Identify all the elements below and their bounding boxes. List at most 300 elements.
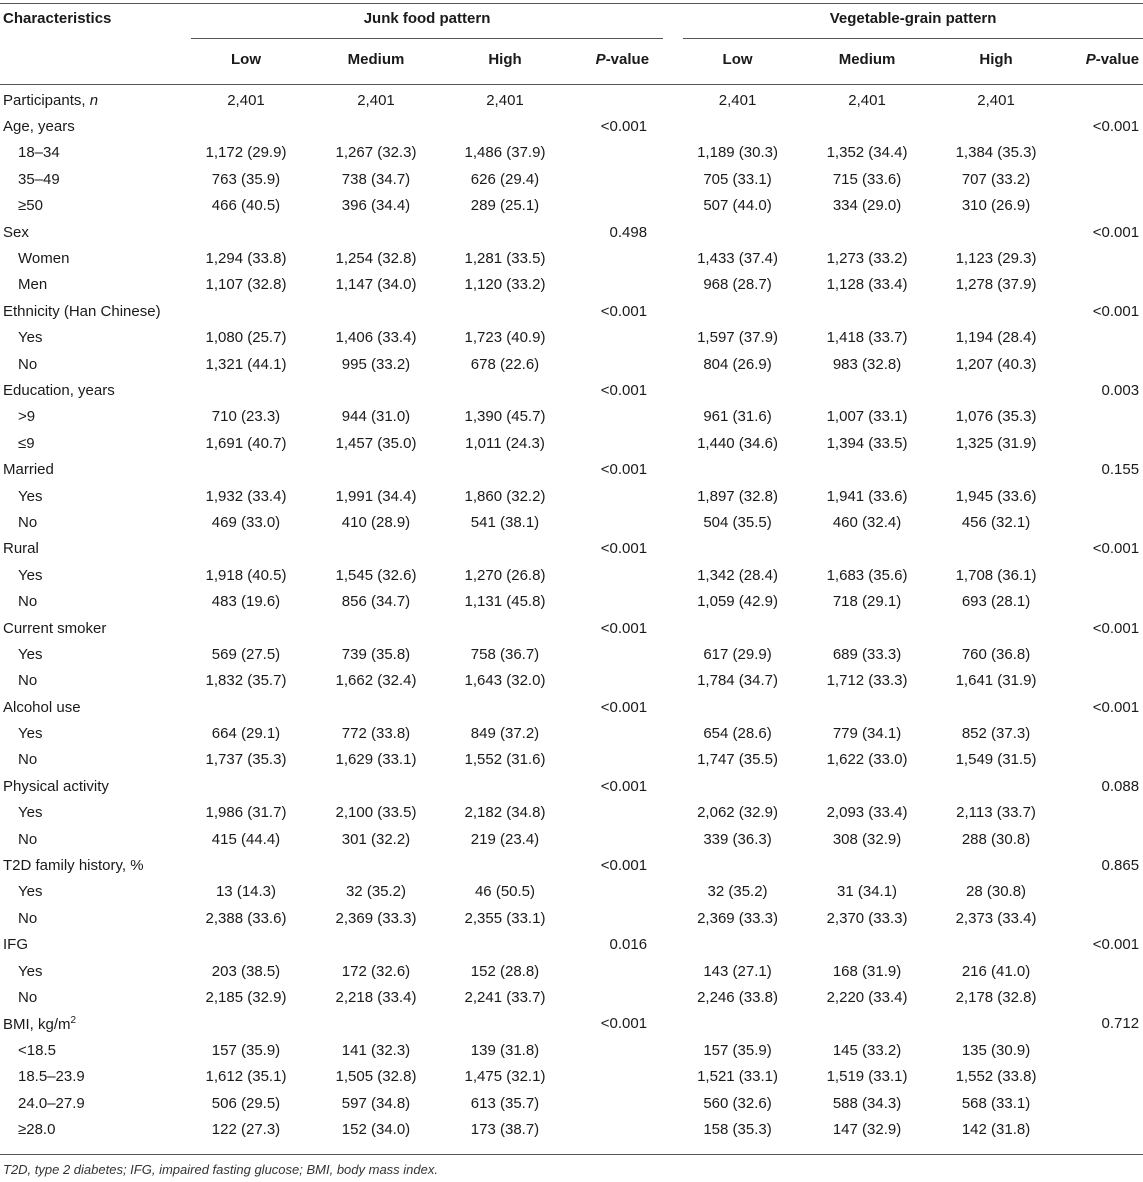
- spacer: [663, 668, 683, 694]
- veg-low-cell: 705 (33.1): [703, 170, 772, 188]
- junk-low-cell: 2,401: [227, 91, 265, 109]
- veg-high-cell: 760 (36.8): [961, 645, 1031, 663]
- junk-medium-cell: 597 (34.8): [341, 1094, 411, 1112]
- junk-p-value-cell: <0.001: [600, 1015, 648, 1033]
- junk-high-cell: 2,355 (33.1): [464, 909, 546, 927]
- junk-medium-cell: 1,457 (35.0): [335, 434, 417, 452]
- spacer: [663, 800, 683, 826]
- veg-medium-cell: [792, 536, 942, 562]
- veg-low-cell: 1,597 (37.9): [697, 329, 778, 347]
- row-label: No: [18, 355, 38, 373]
- junk-low-cell: 2,185 (32.9): [205, 988, 287, 1006]
- junk-p-value-cell: [559, 325, 663, 351]
- junk-p-value-cell: <0.001: [600, 540, 648, 558]
- table-subrow: [0, 720, 1143, 746]
- spacer: [663, 245, 683, 271]
- row-label: 18–34: [18, 144, 60, 162]
- junk-high-cell: 626 (29.4): [470, 170, 540, 188]
- row-label: Rural: [3, 540, 39, 558]
- veg-p-value-cell: [1050, 747, 1143, 773]
- table-subrow: [0, 826, 1143, 852]
- junk-medium-cell: [301, 377, 451, 403]
- veg-p-value-cell: 0.088: [1101, 777, 1140, 795]
- table-row: [0, 694, 1143, 720]
- veg-low-cell: 804 (26.9): [703, 355, 772, 373]
- junk-high-cell: 1,475 (32.1): [464, 1068, 546, 1086]
- veg-high-cell: 142 (31.8): [961, 1120, 1031, 1138]
- spacer: [663, 852, 683, 878]
- veg-medium-cell: [792, 694, 942, 720]
- junk-low-cell: [191, 615, 301, 641]
- table-row: [0, 81, 1143, 113]
- junk-high-cell: [451, 1011, 559, 1037]
- junk-high-cell: 849 (37.2): [470, 725, 540, 743]
- veg-high-cell: 1,549 (31.5): [955, 751, 1037, 769]
- veg-high-cell: 1,552 (33.8): [955, 1068, 1037, 1086]
- spacer: [663, 826, 683, 852]
- veg-medium-cell: 983 (32.8): [832, 355, 902, 373]
- row-label: Yes: [18, 804, 43, 822]
- junk-low-cell: [191, 456, 301, 482]
- junk-medium-cell: [301, 773, 451, 799]
- junk-p-value-cell: <0.001: [600, 381, 648, 399]
- veg-medium-cell: [792, 113, 942, 139]
- junk-high-header: High: [488, 50, 522, 68]
- veg-medium-cell: 460 (32.4): [832, 513, 902, 531]
- junk-medium-cell: [301, 298, 451, 324]
- table-subrow: [0, 958, 1143, 984]
- row-label: No: [18, 593, 38, 611]
- junk-p-value-cell: [559, 958, 663, 984]
- table-subrow: [0, 140, 1143, 166]
- row-label: BMI, $kg/m^2$: [3, 1014, 77, 1033]
- spacer: [663, 562, 683, 588]
- veg-high-cell: 456 (32.1): [961, 513, 1031, 531]
- veg-medium-cell: 718 (29.1): [832, 593, 902, 611]
- veg-high-cell: 2,401: [977, 91, 1015, 109]
- characteristics-header: Characteristics: [3, 10, 112, 27]
- veg-high-cell: 707 (33.2): [961, 170, 1031, 188]
- junk-medium-cell: [301, 1011, 451, 1037]
- veg-low-cell: 654 (28.6): [703, 725, 772, 743]
- junk-p-value-cell: [559, 984, 663, 1010]
- veg-medium-cell: 1,622 (33.0): [826, 751, 908, 769]
- junk-high-cell: 1,281 (33.5): [464, 250, 546, 268]
- veg-low-cell: 339 (36.3): [703, 830, 772, 848]
- veg-low-cell: [683, 456, 792, 482]
- junk-high-cell: [451, 932, 559, 958]
- spacer: [663, 1090, 683, 1116]
- veg-p-value-cell: [1050, 905, 1143, 931]
- veg-medium-cell: 31 (34.1): [837, 883, 898, 901]
- veg-low-cell: 143 (27.1): [703, 962, 772, 980]
- veg-medium-cell: 779 (34.1): [832, 725, 902, 743]
- junk-high-cell: 152 (28.8): [470, 962, 540, 980]
- row-label: Men: [18, 276, 48, 294]
- junk-p-value-cell: [559, 879, 663, 905]
- veg-high-cell: 1,325 (31.9): [955, 434, 1037, 452]
- junk-low-cell: [191, 219, 301, 245]
- row-label: ≥50: [18, 197, 43, 215]
- junk-low-cell: 1,612 (35.1): [205, 1068, 287, 1086]
- veg-medium-cell: 147 (32.9): [832, 1120, 902, 1138]
- spacer: [663, 615, 683, 641]
- junk-low-cell: 415 (44.4): [211, 830, 281, 848]
- veg-p-value-cell: [1050, 404, 1143, 430]
- row-label: ≤9: [18, 434, 35, 452]
- table-subrow: [0, 1037, 1143, 1063]
- table-row: [0, 219, 1143, 245]
- junk-low-cell: 1,107 (32.8): [205, 276, 287, 294]
- junk-p-value-cell: <0.001: [600, 857, 648, 875]
- spacer: [663, 588, 683, 614]
- junk-medium-cell: 995 (33.2): [341, 355, 411, 373]
- veg-medium-cell: 715 (33.6): [832, 170, 902, 188]
- veg-low-cell: [683, 1011, 792, 1037]
- row-label: No: [18, 830, 38, 848]
- table-subrow: [0, 562, 1143, 588]
- veg-p-value-cell: [1050, 641, 1143, 667]
- junk-p-value-cell: [559, 166, 663, 192]
- veg-high-cell: 1,384 (35.3): [955, 144, 1037, 162]
- spacer: [663, 958, 683, 984]
- veg-medium-cell: 145 (33.2): [832, 1041, 902, 1059]
- spacer: [663, 140, 683, 166]
- veg-p-value-cell: <0.001: [1092, 540, 1140, 558]
- spacer: [663, 166, 683, 192]
- veg-low-cell: [683, 694, 792, 720]
- row-label: Yes: [18, 566, 43, 584]
- veg-high-cell: 288 (30.8): [961, 830, 1031, 848]
- junk-high-cell: 678 (22.6): [470, 355, 540, 373]
- veg-medium-cell: 1,941 (33.6): [826, 487, 908, 505]
- veg-p-value-cell: <0.001: [1092, 698, 1140, 716]
- junk-high-cell: 541 (38.1): [470, 513, 540, 531]
- veg-p-value-cell: [1050, 81, 1143, 113]
- row-label: No: [18, 988, 38, 1006]
- junk-medium-cell: [301, 536, 451, 562]
- veg-p-value-cell: 0.712: [1101, 1015, 1140, 1033]
- spacer: [663, 1063, 683, 1089]
- junk-medium-cell: 739 (35.8): [341, 645, 411, 663]
- junk-medium-cell: 141 (32.3): [341, 1041, 411, 1059]
- veg-p-value-cell: [1050, 245, 1143, 271]
- junk-low-cell: 13 (14.3): [215, 883, 277, 901]
- row-label: Alcohol use: [3, 698, 81, 716]
- junk-medium-cell: [301, 615, 451, 641]
- junk-low-cell: 664 (29.1): [211, 725, 281, 743]
- spacer: [663, 430, 683, 456]
- junk-medium-cell: [301, 932, 451, 958]
- veg-low-cell: [683, 113, 792, 139]
- veg-medium-cell: [792, 1011, 942, 1037]
- veg-medium-cell: [792, 852, 942, 878]
- junk-p-value-cell: [559, 588, 663, 614]
- junk-high-cell: 2,241 (33.7): [464, 988, 546, 1006]
- junk-low-cell: 122 (27.3): [211, 1120, 281, 1138]
- veg-low-cell: 1,521 (33.1): [697, 1068, 778, 1086]
- veg-medium-cell: 1,007 (33.1): [826, 408, 908, 426]
- veg-medium-cell: 308 (32.9): [832, 830, 902, 848]
- veg-low-cell: 1,747 (35.5): [697, 751, 778, 769]
- veg-high-cell: 1,207 (40.3): [955, 355, 1037, 373]
- junk-p-value-cell: 0.016: [609, 936, 648, 954]
- veg-low-cell: [683, 377, 792, 403]
- spacer: [663, 325, 683, 351]
- junk-medium-cell: [301, 113, 451, 139]
- table-subrow: [0, 272, 1143, 298]
- junk-low-cell: [191, 536, 301, 562]
- veg-p-value-cell: [1050, 166, 1143, 192]
- table-bottom-rule: [0, 1154, 1143, 1155]
- junk-p-value-cell: [559, 509, 663, 535]
- junk-high-cell: 613 (35.7): [470, 1094, 540, 1112]
- junk-low-cell: 763 (35.9): [211, 170, 281, 188]
- veg-low-cell: 968 (28.7): [703, 276, 772, 294]
- veg-p-value-cell: <0.001: [1092, 118, 1140, 136]
- veg-p-value-cell: [1050, 483, 1143, 509]
- table-subrow: [0, 905, 1143, 931]
- veg-low-cell: 158 (35.3): [703, 1120, 772, 1138]
- junk-low-cell: 1,080 (25.7): [205, 329, 287, 347]
- veg-medium-cell: 1,352 (34.4): [826, 144, 908, 162]
- veg-low-cell: 1,059 (42.9): [697, 593, 778, 611]
- junk-medium-cell: 944 (31.0): [341, 408, 411, 426]
- spacer: [663, 404, 683, 430]
- table-subrow: [0, 193, 1143, 219]
- row-label: IFG: [3, 936, 28, 954]
- veg-high-cell: 135 (30.9): [961, 1041, 1031, 1059]
- spacer: [663, 1011, 683, 1037]
- veg-high-cell: 28 (30.8): [966, 883, 1027, 901]
- junk-low-cell: 1,321 (44.1): [205, 355, 287, 373]
- veg-high-cell: [942, 456, 1050, 482]
- junk-high-cell: 46 (50.5): [474, 883, 536, 901]
- veg-low-cell: 32 (35.2): [707, 883, 768, 901]
- veg-p-value-cell: [1050, 562, 1143, 588]
- table-row: [0, 298, 1143, 324]
- veg-p-value-cell: <0.001: [1092, 302, 1140, 320]
- row-label: Current smoker: [3, 619, 107, 637]
- junk-low-cell: [191, 377, 301, 403]
- junk-p-value-cell: <0.001: [600, 619, 648, 637]
- veg-medium-cell: 1,128 (33.4): [826, 276, 908, 294]
- junk-high-cell: 139 (31.8): [470, 1041, 540, 1059]
- row-label: Yes: [18, 487, 43, 505]
- table-subrow: [0, 166, 1143, 192]
- junk-p-value-cell: [559, 905, 663, 931]
- junk-p-value-cell: [559, 641, 663, 667]
- junk-p-value-cell: <0.001: [600, 302, 648, 320]
- table-row: [0, 456, 1143, 482]
- spacer: [663, 984, 683, 1010]
- junk-medium-cell: 410 (28.9): [341, 513, 411, 531]
- junk-low-cell: 466 (40.5): [211, 197, 281, 215]
- junk-low-cell: 1,691 (40.7): [205, 434, 287, 452]
- table-subrow: [0, 879, 1143, 905]
- veg-high-cell: [942, 694, 1050, 720]
- header-row-groups: [0, 0, 1143, 37]
- junk-high-cell: 1,131 (45.8): [464, 593, 546, 611]
- junk-medium-cell: 32 (35.2): [345, 883, 407, 901]
- table-subrow: [0, 404, 1143, 430]
- junk-high-cell: [451, 113, 559, 139]
- row-label: Age, years: [3, 118, 75, 136]
- junk-p-value-cell: <0.001: [600, 118, 648, 136]
- veg-p-value-cell: [1050, 588, 1143, 614]
- spacer: [663, 219, 683, 245]
- spacer: [663, 536, 683, 562]
- veg-medium-cell: 2,401: [848, 91, 886, 109]
- veg-low-cell: 2,401: [718, 91, 757, 109]
- veg-p-value-cell: [1050, 325, 1143, 351]
- veg-medium-cell: [792, 456, 942, 482]
- row-label: No: [18, 751, 38, 769]
- veg-p-value-cell: [1050, 1116, 1143, 1142]
- row-label: No: [18, 909, 38, 927]
- spacer: [663, 113, 683, 139]
- veg-high-header: High: [979, 50, 1013, 68]
- header-row-levels: [0, 37, 1143, 81]
- junk-high-cell: 1,270 (26.8): [464, 566, 546, 584]
- veg-medium-cell: 2,220 (33.4): [826, 988, 908, 1006]
- table-subrow: [0, 1116, 1143, 1142]
- junk-medium-cell: 772 (33.8): [341, 725, 411, 743]
- junk-low-cell: [191, 298, 301, 324]
- junk-high-cell: [451, 456, 559, 482]
- veg-p-value-cell: [1050, 1037, 1143, 1063]
- junk-p-value-cell: [559, 800, 663, 826]
- junk-medium-cell: 152 (34.0): [341, 1120, 411, 1138]
- veg-high-cell: 2,373 (33.4): [955, 909, 1037, 927]
- veg-medium-cell: 588 (34.3): [832, 1094, 902, 1112]
- junk-low-cell: 1,737 (35.3): [205, 751, 287, 769]
- row-label: Yes: [18, 645, 43, 663]
- junk-p-value-cell: [559, 272, 663, 298]
- junk-p-value-cell: [559, 668, 663, 694]
- junk-medium-cell: 396 (34.4): [341, 197, 411, 215]
- junk-p-value-cell: <0.001: [600, 461, 648, 479]
- junk-low-cell: 1,294 (33.8): [205, 250, 287, 268]
- junk-p-value-cell: <0.001: [600, 698, 648, 716]
- veg-medium-cell: 2,093 (33.4): [826, 804, 908, 822]
- veg-p-value-cell: 0.003: [1101, 381, 1140, 399]
- table-subrow: [0, 747, 1143, 773]
- junk-medium-cell: 1,267 (32.3): [335, 144, 417, 162]
- junk-p-value-cell: [559, 483, 663, 509]
- junk-high-cell: [451, 852, 559, 878]
- junk-high-cell: 1,552 (31.6): [464, 751, 546, 769]
- junk-medium-cell: 856 (34.7): [341, 593, 411, 611]
- veg-high-cell: 1,945 (33.6): [955, 487, 1037, 505]
- veg-high-cell: 216 (41.0): [961, 962, 1031, 980]
- spacer: [663, 456, 683, 482]
- veg-p-value-cell: [1050, 668, 1143, 694]
- table-subrow: [0, 641, 1143, 667]
- junk-medium-cell: 2,100 (33.5): [335, 804, 417, 822]
- row-label: 18.5–23.9: [18, 1068, 85, 1086]
- veg-p-value-cell: [1050, 984, 1143, 1010]
- junk-low-cell: [191, 1011, 301, 1037]
- veg-low-cell: 2,369 (33.3): [697, 909, 778, 927]
- veg-high-cell: 693 (28.1): [961, 593, 1031, 611]
- spacer: [663, 905, 683, 931]
- veg-low-cell: 1,189 (30.3): [697, 144, 778, 162]
- junk-medium-cell: 1,406 (33.4): [335, 329, 417, 347]
- veg-high-cell: 1,076 (35.3): [955, 408, 1037, 426]
- row-label: <18.5: [18, 1041, 56, 1059]
- junk-low-cell: 710 (23.3): [211, 408, 281, 426]
- junk-p-value-cell: [559, 404, 663, 430]
- veg-low-cell: [683, 773, 792, 799]
- veg-medium-cell: [792, 298, 942, 324]
- table-row: [0, 615, 1143, 641]
- junk-high-cell: [451, 298, 559, 324]
- veg-medium-cell: 334 (29.0): [832, 197, 902, 215]
- veg-high-cell: 310 (26.9): [961, 197, 1031, 215]
- row-label: T2D family history, %: [3, 857, 144, 875]
- veg-high-cell: 2,178 (32.8): [955, 988, 1037, 1006]
- row-label: Yes: [18, 962, 43, 980]
- junk-medium-cell: [301, 694, 451, 720]
- junk-low-cell: 469 (33.0): [211, 513, 281, 531]
- veg-low-cell: [683, 298, 792, 324]
- veg-high-cell: 1,194 (28.4): [955, 329, 1037, 347]
- veg-high-cell: [942, 298, 1050, 324]
- veg-medium-cell: 1,418 (33.7): [826, 329, 908, 347]
- table-row: [0, 932, 1143, 958]
- veg-high-cell: 2,113 (33.7): [956, 804, 1036, 822]
- row-label: >9: [18, 408, 36, 426]
- veg-p-value-cell: [1050, 958, 1143, 984]
- table-row: [0, 773, 1143, 799]
- junk-high-cell: [451, 694, 559, 720]
- veg-p-value-cell: [1050, 720, 1143, 746]
- junk-p-value-cell: [559, 1037, 663, 1063]
- junk-low-cell: 506 (29.5): [211, 1094, 281, 1112]
- junk-p-value-cell: [559, 140, 663, 166]
- superscript: 2: [70, 1014, 77, 1026]
- veg-medium-cell: 1,273 (33.2): [826, 250, 908, 268]
- junk-p-value-cell: <0.001: [600, 777, 648, 795]
- spacer: [663, 351, 683, 377]
- veg-high-cell: [942, 536, 1050, 562]
- junk-low-cell: 157 (35.9): [211, 1041, 281, 1059]
- veg-medium-cell: [792, 377, 942, 403]
- spacer: [663, 720, 683, 746]
- veg-low-cell: 1,440 (34.6): [697, 434, 778, 452]
- veg-low-cell: [683, 932, 792, 958]
- row-label: Women: [18, 250, 70, 268]
- table-subrow: [0, 588, 1143, 614]
- veg-low-cell: [683, 852, 792, 878]
- table-subrow: [0, 245, 1143, 271]
- junk-medium-cell: 1,662 (32.4): [335, 672, 417, 690]
- junk-low-cell: [191, 932, 301, 958]
- junk-low-cell: [191, 694, 301, 720]
- veg-p-value-cell: <0.001: [1092, 936, 1140, 954]
- junk-p-value-header: P-value: [595, 50, 650, 68]
- veg-medium-cell: [792, 773, 942, 799]
- row-label: Yes: [18, 883, 43, 901]
- junk-p-value-cell: [559, 245, 663, 271]
- junk-medium-cell: 172 (32.6): [341, 962, 411, 980]
- row-label: Participants, n: [3, 91, 99, 109]
- table-row: [0, 377, 1143, 403]
- spacer: [663, 773, 683, 799]
- junk-medium-cell: 1,629 (33.1): [335, 751, 417, 769]
- spacer: [663, 1037, 683, 1063]
